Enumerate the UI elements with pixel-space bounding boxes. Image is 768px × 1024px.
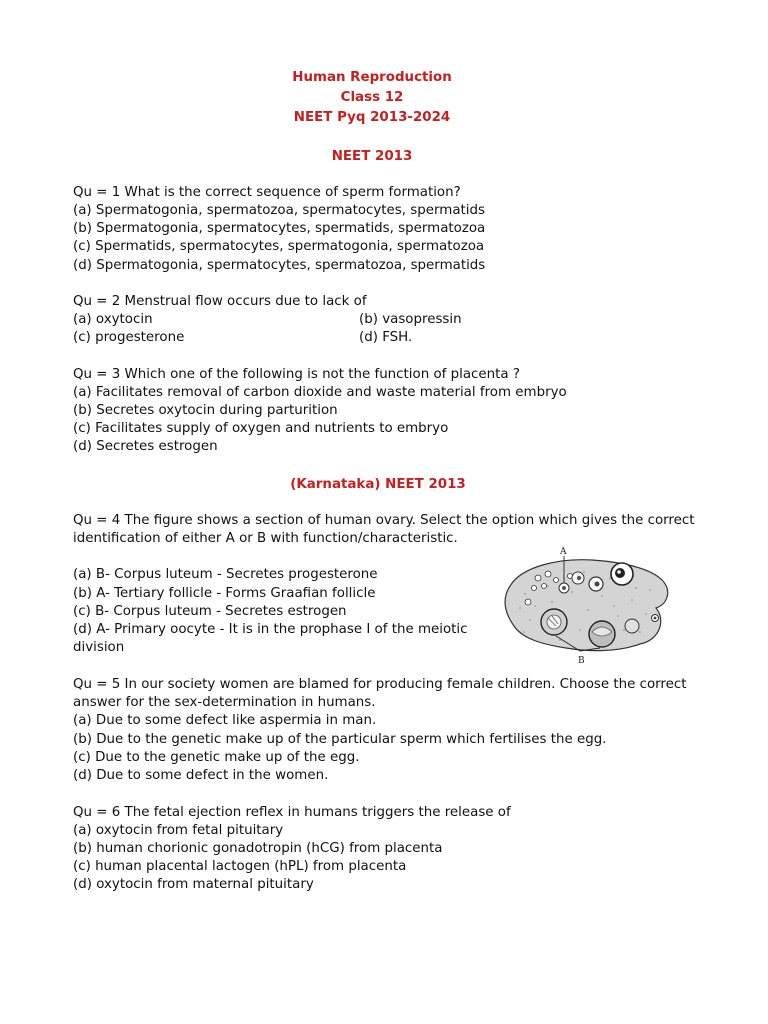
question-5-stem-line1: Qu = 5 In our society women are blamed for producing female children. Choose the correct [73, 677, 687, 692]
question-1-option-a: (a) Spermatogonia, spermatozoa, spermatocytes, spermatids [73, 203, 485, 218]
section-heading-karnataka-2013: (Karnataka) NEET 2013 [290, 477, 466, 492]
question-5-option-b: (b) Due to the genetic make up of the particular sperm which fertilises the egg. [73, 732, 607, 747]
question-1-stem: Qu = 1 What is the correct sequence of sperm formation? [73, 185, 461, 200]
question-2-option-c: (c) progesterone [73, 330, 185, 345]
question-4-option-d-line1: (d) A- Primary oocyte - It is in the prophase I of the meiotic [73, 622, 468, 637]
ovary-diagram [500, 544, 676, 668]
question-5-option-a: (a) Due to some defect like aspermia in man. [73, 713, 377, 728]
question-2-option-d: (d) FSH. [359, 330, 413, 345]
question-4-stem-line1: Qu = 4 The figure shows a section of human ovary. Select the option which gives the correct [73, 513, 695, 528]
question-6-option-c: (c) human placental lactogen (hPL) from placenta [73, 859, 407, 874]
ovary-section-figure [500, 544, 676, 668]
question-6-option-b: (b) human chorionic gonadotropin (hCG) from placenta [73, 841, 443, 856]
question-5-option-c: (c) Due to the genetic make up of the egg. [73, 750, 360, 765]
question-6-option-d: (d) oxytocin from maternal pituitary [73, 877, 314, 892]
question-4-option-c: (c) B- Corpus luteum - Secretes estrogen [73, 604, 347, 619]
doc-class: Class 12 [340, 90, 404, 105]
question-2-option-a: (a) oxytocin [73, 312, 153, 327]
question-5-stem-line2: answer for the sex-determination in humans. [73, 695, 376, 710]
question-1-option-d: (d) Spermatogonia, spermatocytes, spermatozoa, spermatids [73, 258, 486, 273]
question-4-option-a: (a) B- Corpus luteum - Secretes progesterone [73, 567, 378, 582]
question-4-option-b: (b) A- Tertiary follicle - Forms Graafian follicle [73, 586, 376, 601]
figure-label-b: B [578, 656, 585, 666]
question-2-stem: Qu = 2 Menstrual flow occurs due to lack of [73, 294, 367, 309]
question-1-option-c: (c) Spermatids, spermatocytes, spermatogonia, spermatozoa [73, 239, 485, 254]
question-3-stem: Qu = 3 Which one of the following is not the function of placenta ? [73, 367, 520, 382]
question-5-option-d: (d) Due to some defect in the women. [73, 768, 329, 783]
doc-subtitle: NEET Pyq 2013-2024 [293, 110, 451, 125]
question-6-option-a: (a) oxytocin from fetal pituitary [73, 823, 284, 838]
question-4-stem-line2: identification of either A or B with function/characteristic. [73, 531, 458, 546]
question-3-option-a: (a) Facilitates removal of carbon dioxide and waste material from embryo [73, 385, 567, 400]
question-3-option-c: (c) Facilitates supply of oxygen and nutrients to embryo [73, 421, 449, 436]
question-2-option-b: (b) vasopressin [359, 312, 462, 327]
question-6-stem: Qu = 6 The fetal ejection reflex in humans triggers the release of [73, 805, 511, 820]
figure-label-a: A [560, 547, 567, 557]
question-1-option-b: (b) Spermatogonia, spermatocytes, spermatids, spermatozoa [73, 221, 486, 236]
doc-title: Human Reproduction [292, 70, 452, 85]
section-heading-neet-2013: NEET 2013 [331, 149, 413, 164]
question-4-option-d-line2: division [73, 640, 125, 655]
question-3-option-b: (b) Secretes oxytocin during parturition [73, 403, 338, 418]
question-3-option-d: (d) Secretes estrogen [73, 439, 218, 454]
